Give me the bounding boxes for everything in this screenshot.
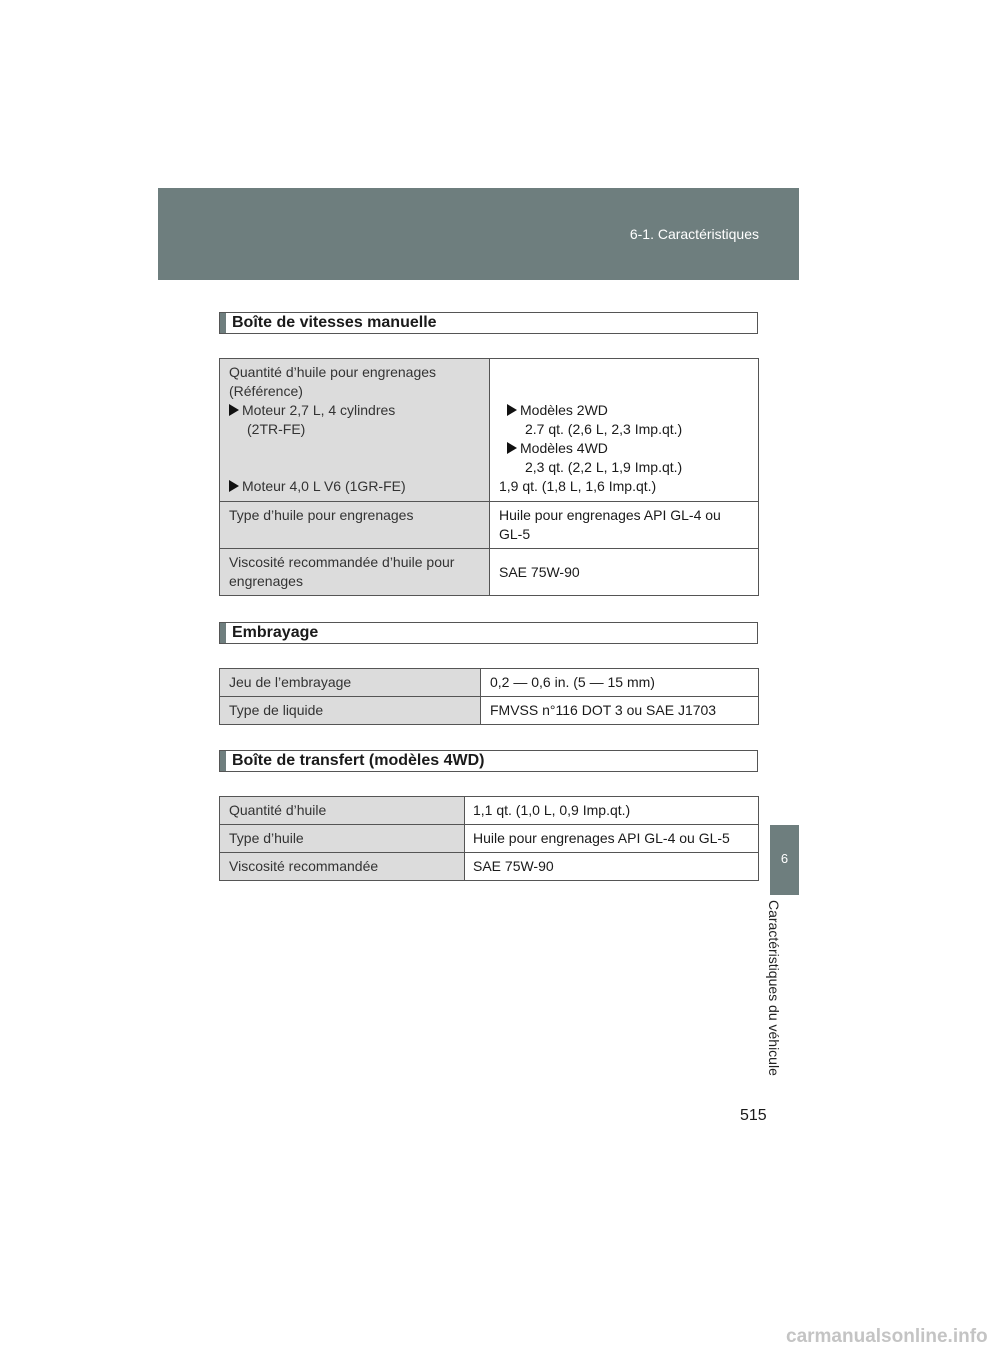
- model-2wd-value: 2.7 qt. (2,6 L, 2,3 Imp.qt.): [525, 421, 683, 437]
- transfer-oil-type-value: Huile pour engrenages API GL-4 ou GL-5: [465, 825, 759, 853]
- table-row: [220, 549, 759, 596]
- chapter-section-title: 6-1. Caractéristiques: [629, 226, 759, 242]
- table-row: [220, 669, 759, 697]
- transfer-oil-type-label: Type d’huile: [220, 825, 465, 853]
- chapter-tab: [770, 825, 799, 895]
- arrow-right-icon: [507, 404, 517, 416]
- chapter-header: [158, 188, 799, 280]
- table-row: [220, 853, 759, 881]
- chapter-number: 6: [780, 851, 789, 866]
- engine-27-code: (2TR-FE): [247, 421, 306, 437]
- manual-gearbox-heading: [219, 312, 758, 334]
- transfer-oil-quantity-value: 1,1 qt. (1,0 L, 0,9 Imp.qt.): [465, 797, 759, 825]
- chapter-side-label: Caractéristiques du véhicule: [766, 900, 782, 1076]
- fluid-type-value: FMVSS n°116 DOT 3 ou SAE J1703: [481, 697, 759, 725]
- engine-40-value: 1,9 qt. (1,8 L, 1,6 Imp.qt.): [499, 478, 657, 494]
- table-row: [220, 797, 759, 825]
- transfer-case-title: Boîte de transfert (modèles 4WD): [232, 752, 485, 769]
- clutch-table: [219, 668, 759, 725]
- oil-capacity-value-cell: [490, 359, 759, 502]
- clutch-play-label: Jeu de l’embrayage: [220, 669, 481, 697]
- heading-accent-bar: [220, 313, 226, 333]
- page-number: 515: [740, 1107, 767, 1124]
- model-4wd-line: [499, 439, 758, 458]
- clutch-heading: [219, 622, 758, 644]
- model-2wd-line: [499, 401, 758, 420]
- oil-capacity-label: Quantité d’huile pour engrenages: [229, 364, 437, 380]
- transfer-oil-quantity-label: Quantité d’huile: [220, 797, 465, 825]
- model-4wd-label: Modèles 4WD: [520, 440, 608, 456]
- model-4wd-value: 2,3 qt. (2,2 L, 1,9 Imp.qt.): [525, 459, 683, 475]
- transfer-case-table: [219, 796, 759, 881]
- clutch-play-value: 0,2 — 0,6 in. (5 — 15 mm): [481, 669, 759, 697]
- arrow-right-icon: [507, 442, 517, 454]
- viscosity-label: Viscosité recommandée d’huile pour engrenages: [220, 549, 490, 596]
- table-row: [220, 825, 759, 853]
- manual-gearbox-title: Boîte de vitesses manuelle: [232, 314, 437, 331]
- arrow-right-icon: [229, 480, 239, 492]
- table-row: [220, 502, 759, 549]
- engine-27-label: Moteur 2,7 L, 4 cylindres: [242, 402, 396, 418]
- engine-40-label: Moteur 4,0 L V6 (1GR-FE): [242, 478, 406, 494]
- oil-capacity-label-cell: [220, 359, 490, 502]
- manual-gearbox-table: [219, 358, 759, 596]
- model-2wd-label: Modèles 2WD: [520, 402, 608, 418]
- transfer-viscosity-label: Viscosité recommandée: [220, 853, 465, 881]
- engine-27-line: [229, 401, 489, 420]
- arrow-right-icon: [229, 404, 239, 416]
- watermark: carmanualsonline.info: [786, 1326, 988, 1347]
- oil-capacity-reference: (Référence): [229, 383, 303, 399]
- clutch-title: Embrayage: [232, 624, 319, 641]
- engine-40-line: [229, 477, 489, 496]
- transfer-case-heading: [219, 750, 758, 772]
- table-row: [220, 697, 759, 725]
- table-row: [220, 359, 759, 502]
- oil-type-label: Type d’huile pour engrenages: [220, 502, 490, 549]
- fluid-type-label: Type de liquide: [220, 697, 481, 725]
- heading-accent-bar: [220, 751, 226, 771]
- heading-accent-bar: [220, 623, 226, 643]
- oil-type-value: Huile pour engrenages API GL-4 ou GL-5: [490, 502, 759, 549]
- transfer-viscosity-value: SAE 75W-90: [465, 853, 759, 881]
- viscosity-value: SAE 75W-90: [490, 549, 759, 596]
